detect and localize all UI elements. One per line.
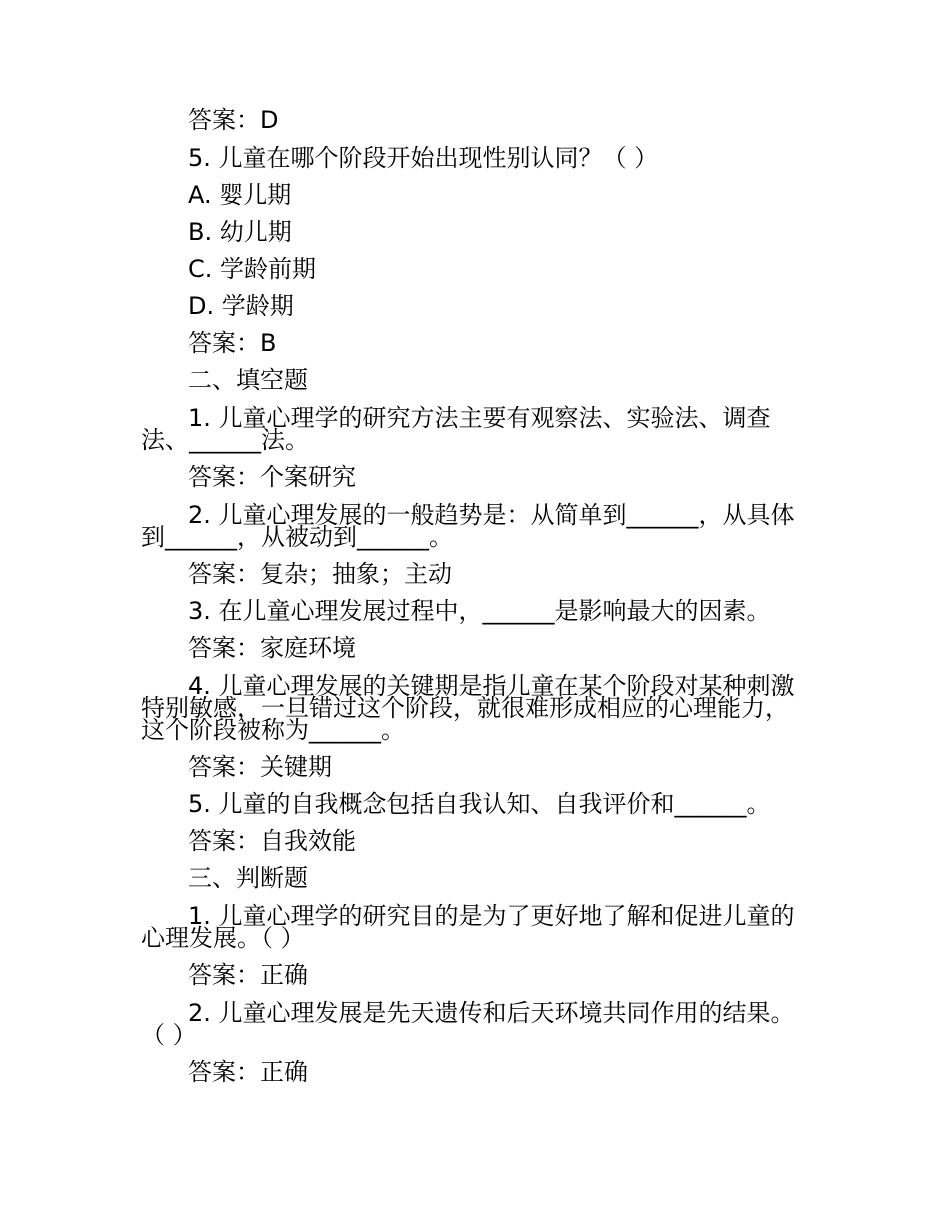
question-line: 5. 儿童的自我概念包括自我认知、自我评价和______。 (188, 790, 771, 818)
question-line-continued: （ ） (141, 1021, 197, 1049)
answer-line: 答案：D (188, 106, 279, 134)
option-line: D. 学龄期 (188, 292, 294, 320)
question-line-continued: 法、______法。 (141, 426, 309, 454)
answer-line: 答案：复杂；抽象；主动 (188, 560, 452, 588)
question-line: 2. 儿童心理发展是先天遗传和后天环境共同作用的结果。 (188, 999, 795, 1027)
option-line: A. 婴儿期 (188, 181, 292, 209)
answer-line: 答案：个案研究 (188, 463, 356, 491)
question-line: 1. 儿童心理学的研究目的是为了更好地了解和促进儿童的 (188, 902, 795, 930)
option-line: C. 学龄前期 (188, 255, 317, 283)
section-heading: 三、判断题 (188, 864, 308, 892)
answer-line: 答案：正确 (188, 961, 308, 989)
question-line: 5. 儿童在哪个阶段开始出现性别认同？（ ） (188, 144, 659, 172)
option-line: B. 幼儿期 (188, 218, 292, 246)
question-line: 2. 儿童心理发展的一般趋势是：从简单到______，从具体 (188, 501, 795, 529)
question-line-continued: 心理发展。（ ） (141, 924, 305, 952)
question-line: 3. 在儿童心理发展过程中，______是影响最大的因素。 (188, 597, 771, 625)
answer-line: 答案：正确 (188, 1058, 308, 1086)
question-line-continued: 特别敏感，一旦错过这个阶段，就很难形成相应的心理能力， (141, 694, 789, 722)
answer-line: 答案：家庭环境 (188, 634, 356, 662)
question-line-continued: 到______，从被动到______。 (141, 523, 453, 551)
section-heading: 二、填空题 (188, 366, 308, 394)
question-line-continued: 这个阶段被称为______。 (141, 716, 405, 744)
answer-line: 答案：自我效能 (188, 827, 356, 855)
question-line: 4. 儿童心理发展的关键期是指儿童在某个阶段对某种刺激 (188, 672, 795, 700)
answer-line: 答案：关键期 (188, 753, 332, 781)
answer-line: 答案：B (188, 329, 277, 357)
question-line: 1. 儿童心理学的研究方法主要有观察法、实验法、调查 (188, 404, 771, 432)
